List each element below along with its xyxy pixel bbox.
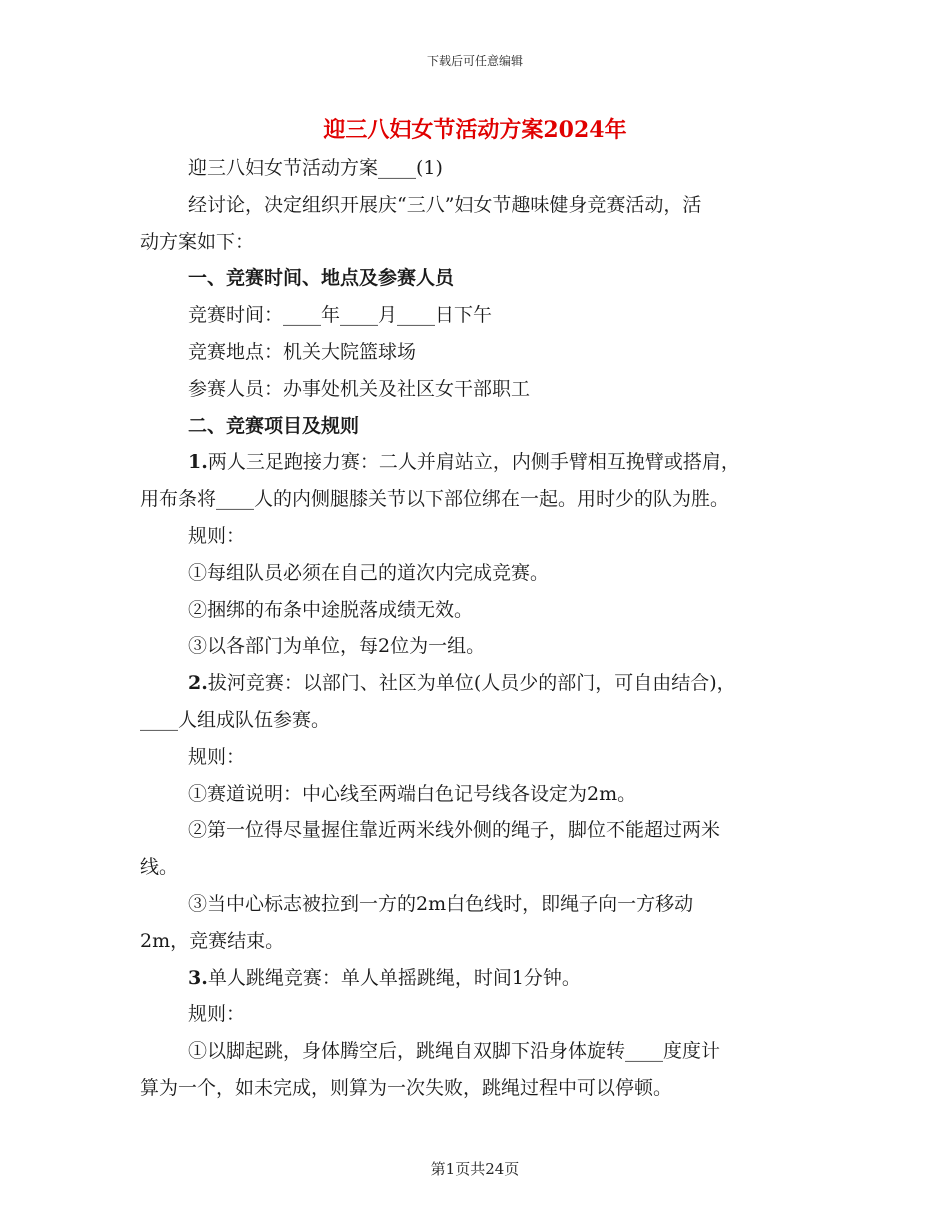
body-line: ①以脚起跳，身体腾空后，跳绳自双脚下沿身体旋转____度度计	[188, 1040, 721, 1063]
body-line: 2m，竞赛结束。	[140, 929, 285, 952]
item-number: 3.	[188, 966, 208, 989]
page-footer: 第1页共24页	[430, 1160, 520, 1178]
body-line	[140, 444, 808, 481]
body-line: ③以各部门为单位，每2位为一组。	[188, 635, 486, 658]
item-text: 拔河竞赛：以部门、社区为单位(人员少的部门，可自由结合)，	[207, 672, 736, 695]
item-text: 单人跳绳竞赛：单人单摇跳绳，时间1分钟。	[207, 966, 581, 989]
section-heading: 一、竞赛时间、地点及参赛人员	[188, 267, 455, 290]
body-line: ①赛道说明：中心线至两端白色记号线各设定为2m。	[188, 782, 637, 805]
header-note: 下载后可任意编辑	[426, 54, 523, 68]
body-line	[140, 960, 808, 997]
body-line: ____人组成队伍参赛。	[140, 708, 331, 731]
body-line: ③当中心标志被拉到一方的2m白色线时，即绳子向一方移动	[188, 892, 694, 915]
body-line: 竞赛时间：____年____月____日下午	[188, 304, 493, 327]
body-line: ②第一位得尽量握住靠近两米线外侧的绳子，脚位不能超过两米	[188, 819, 721, 842]
body-line: ②捆绑的布条中途脱落成绩无效。	[188, 598, 474, 621]
body-line: ①每组队员必须在自己的道次内完成竞赛。	[188, 561, 550, 584]
item-number: 1.	[188, 451, 208, 474]
body-line: 用布条将____人的内侧腿膝关节以下部位绑在一起。用时少的队为胜。	[140, 488, 730, 511]
body-line: 算为一个，如未完成，则算为一次失败，跳绳过程中可以停顿。	[140, 1076, 673, 1099]
item-text: 两人三足跑接力赛：二人并肩站立，内侧手臂相互挽臂或搭肩，	[207, 451, 740, 474]
item-number: 2.	[188, 672, 208, 695]
body-line: 参赛人员：办事处机关及社区女干部职工	[188, 377, 531, 400]
body-line: 规则：	[188, 745, 246, 768]
body-line: 规则：	[188, 524, 246, 547]
document-body	[140, 150, 808, 1107]
section-heading: 二、竞赛项目及规则	[188, 414, 360, 437]
body-line: 迎三八妇女节活动方案____(1)	[188, 157, 443, 179]
body-line: 竞赛地点：机关大院篮球场	[188, 340, 417, 363]
document-title: 迎三八妇女节活动方案2024年	[323, 117, 627, 143]
body-line: 动方案如下：	[140, 230, 255, 253]
body-line: 经讨论，决定组织开展庆“三八”妇女节趣味健身竞赛活动，活	[188, 193, 702, 216]
body-line: 线。	[140, 856, 179, 879]
body-line: 规则：	[188, 1003, 246, 1026]
body-line	[140, 665, 808, 702]
